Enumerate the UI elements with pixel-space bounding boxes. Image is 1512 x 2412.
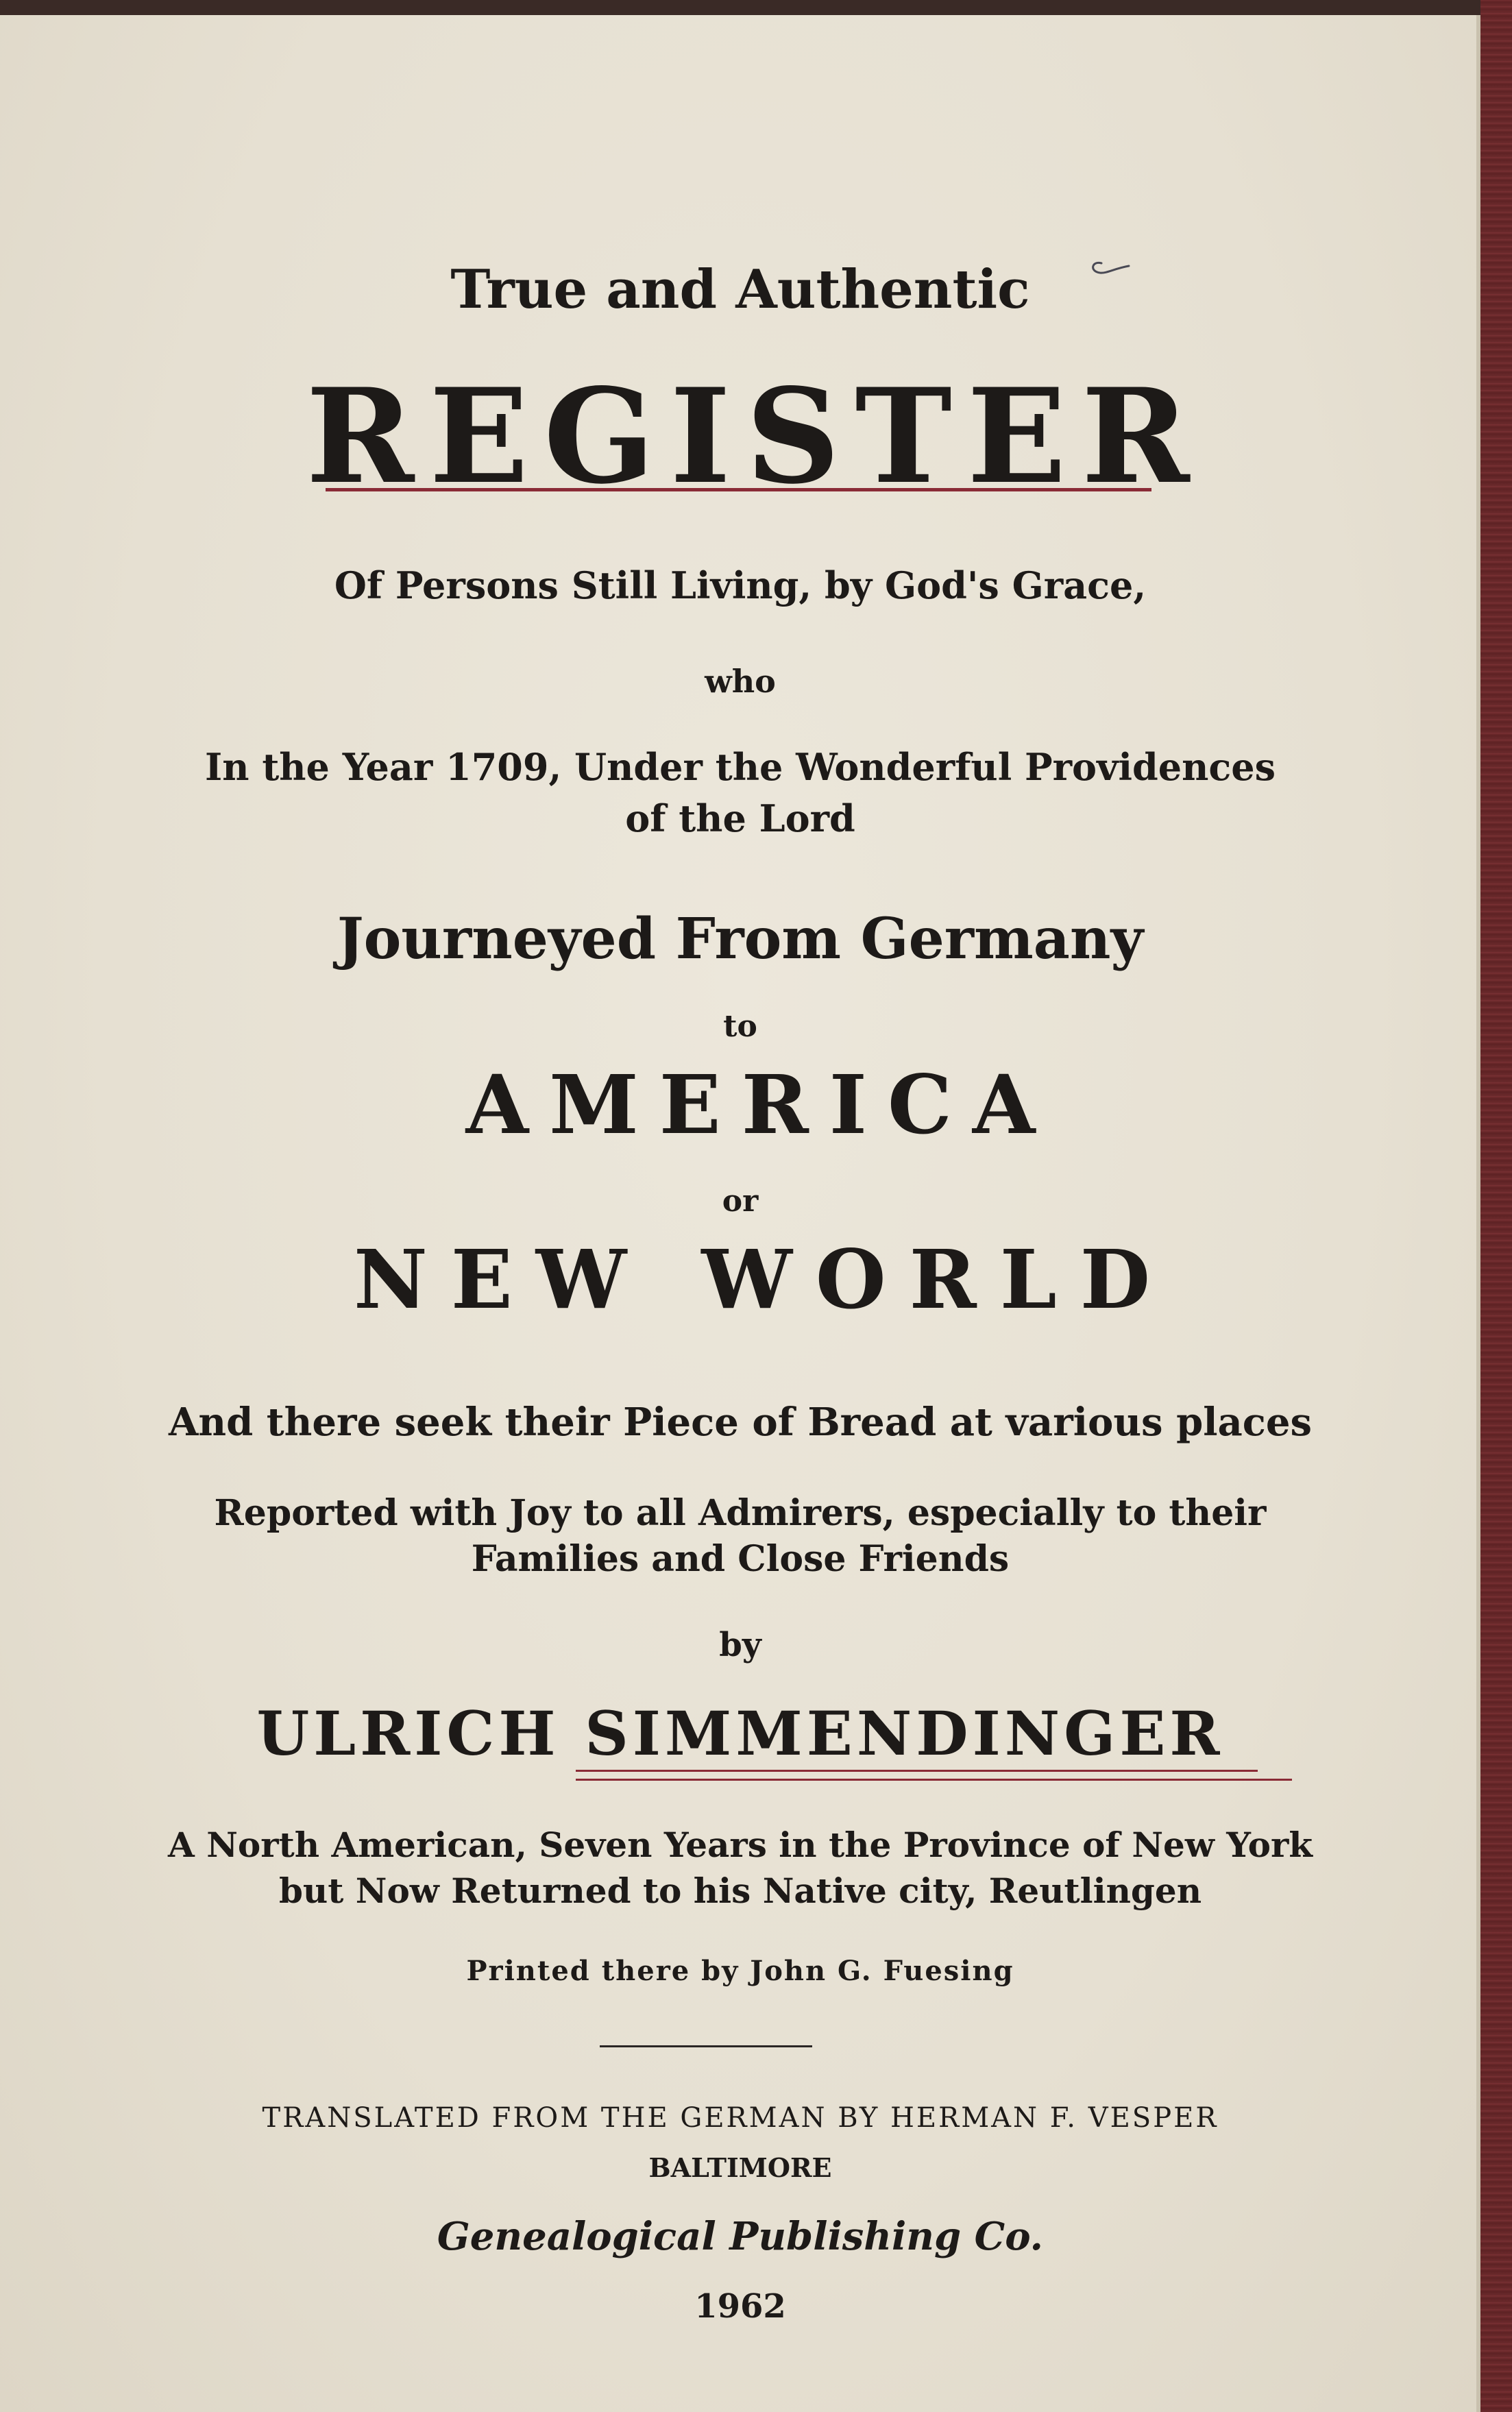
subtitle-or: or — [722, 1184, 759, 1219]
subtitle-families-and-friends: Families and Close Friends — [471, 1538, 1010, 1580]
register-underline — [326, 488, 1151, 491]
title-journeyed-from-germany: Journeyed From Germany — [337, 906, 1144, 972]
publisher-city: BALTIMORE — [648, 2152, 832, 2183]
publisher-name: Genealogical Publishing Co. — [437, 2214, 1044, 2259]
title-new-world: NEW WORLD — [353, 1232, 1174, 1327]
printer-line: Printed there by John G. Fuesing — [466, 1955, 1014, 1987]
subtitle-of-the-lord: of the Lord — [625, 796, 855, 840]
title-register: REGISTER — [306, 360, 1205, 513]
subtitle-reported-with-joy: Reported with Joy to all Admirers, especially to their — [214, 1492, 1267, 1534]
subtitle-piece-of-bread: And there seek their Piece of Bread at various places — [168, 1400, 1313, 1445]
title-america: AMERICA — [465, 1057, 1056, 1152]
title-line-true-and-authentic: True and Authentic — [450, 258, 1030, 321]
author-name: ULRICH SIMMENDINGER — [256, 1698, 1224, 1769]
subtitle-to: to — [723, 1009, 757, 1044]
author-underline-2 — [576, 1779, 1292, 1781]
subtitle-year-1709: In the Year 1709, Under the Wonderful Providences — [205, 745, 1276, 789]
section-divider — [600, 2045, 812, 2047]
translator-line: TRANSLATED FROM THE GERMAN BY HERMAN F. VESPER — [262, 2102, 1219, 2134]
author-description-line1: A North American, Seven Years in the Province of New York — [168, 1825, 1313, 1865]
book-top-edge — [0, 0, 1512, 15]
author-underline-1 — [576, 1770, 1258, 1772]
subtitle-who: who — [705, 663, 776, 700]
title-page — [0, 15, 1480, 2412]
subtitle-persons-still-living: Of Persons Still Living, by God's Grace, — [334, 563, 1147, 607]
publication-year: 1962 — [694, 2287, 786, 2326]
subtitle-by: by — [719, 1626, 761, 1664]
author-description-line2: but Now Returned to his Native city, Reutlingen — [278, 1871, 1202, 1911]
book-cover-edge — [1480, 0, 1512, 2412]
